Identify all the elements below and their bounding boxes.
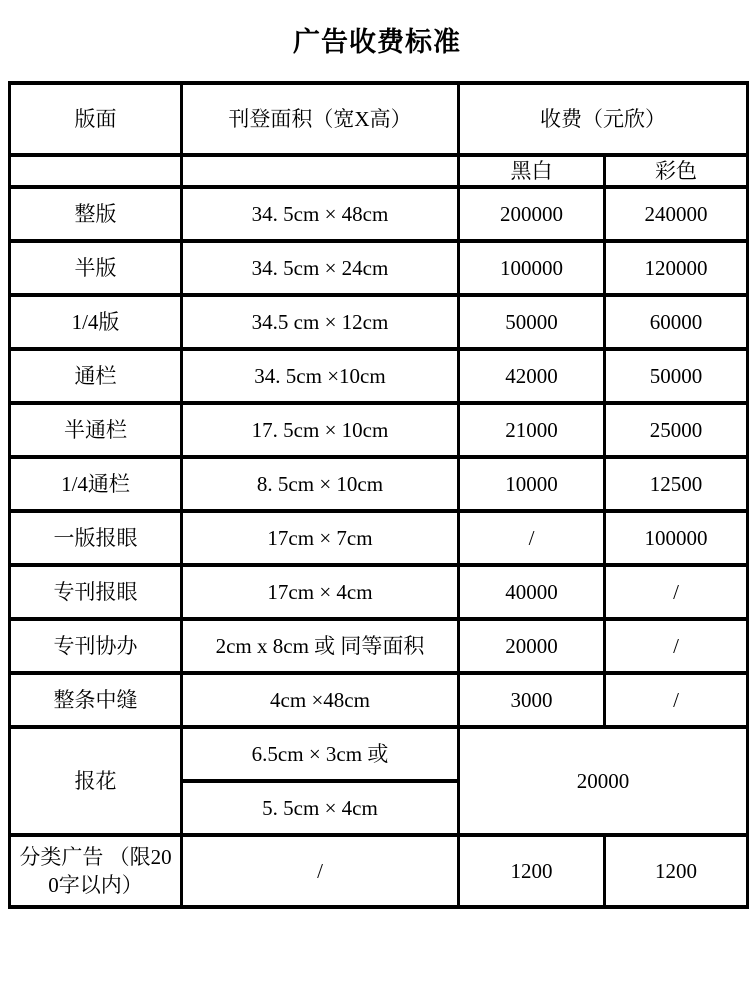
row-fee-color: 100000 [605,511,748,565]
row-fee-color: / [605,565,748,619]
row-size: 17cm × 4cm [182,565,459,619]
table-body-section [10,187,748,727]
row-size: 8. 5cm × 10cm [182,457,459,511]
row-size: 17cm × 7cm [182,511,459,565]
row-size: 34.5 cm × 12cm [182,295,459,349]
row-fee-bw-classified: 1200 [459,835,605,907]
row-size: 4cm ×48cm [182,673,459,727]
row-fee-merged: 20000 [459,727,748,835]
table-row [10,187,748,241]
row-size: 34. 5cm ×10cm [182,349,459,403]
row-fee-color: 25000 [605,403,748,457]
row-label: 半通栏 [10,403,182,457]
row-label: 1/4通栏 [10,457,182,511]
row-fee-bw: 100000 [459,241,605,295]
row-size-option-2: 5. 5cm × 4cm [182,781,459,835]
row-label: 1/4版 [10,295,182,349]
table-row [10,457,748,511]
row-label: 半版 [10,241,182,295]
row-fee-bw: 50000 [459,295,605,349]
row-fee-color: 50000 [605,349,748,403]
header-cell-area: 刊登面积（宽X高） [182,83,459,155]
table-row-baohua-1 [10,727,748,781]
row-fee-color: / [605,673,748,727]
table-row [10,673,748,727]
row-size: 2cm x 8cm 或 同等面积 [182,619,459,673]
row-label: 一版报眼 [10,511,182,565]
row-size: 34. 5cm × 48cm [182,187,459,241]
table-row [10,619,748,673]
row-label: 专刊报眼 [10,565,182,619]
table-header-section [10,83,748,187]
subheader-cell-empty-area [182,155,459,187]
row-fee-bw: 40000 [459,565,605,619]
table-header-row [10,83,748,155]
row-label-baohua: 报花 [10,727,182,835]
row-fee-color: 240000 [605,187,748,241]
table-subheader-row [10,155,748,187]
row-size-option-1: 6.5cm × 3cm 或 [182,727,459,781]
table-row [10,511,748,565]
row-fee-color: 12500 [605,457,748,511]
row-fee-bw: / [459,511,605,565]
row-label-classified: 分类广告 （限200字以内） [10,835,182,907]
row-size-classified: / [182,835,459,907]
header-cell-fee: 收费（元欣） [459,83,748,155]
subheader-cell-color: 彩色 [605,155,748,187]
header-cell-layout: 版面 [10,83,182,155]
row-label: 整版 [10,187,182,241]
subheader-cell-bw: 黑白 [459,155,605,187]
row-fee-color: / [605,619,748,673]
row-fee-bw: 20000 [459,619,605,673]
table-row-classified [10,835,748,907]
row-fee-color-classified: 1200 [605,835,748,907]
ad-fee-table [8,81,749,909]
table-row [10,295,748,349]
table-row [10,403,748,457]
row-fee-bw: 42000 [459,349,605,403]
row-fee-bw: 200000 [459,187,605,241]
table-row [10,241,748,295]
row-label: 通栏 [10,349,182,403]
subheader-cell-empty-layout [10,155,182,187]
row-fee-bw: 10000 [459,457,605,511]
row-fee-bw: 3000 [459,673,605,727]
row-size: 17. 5cm × 10cm [182,403,459,457]
row-fee-bw: 21000 [459,403,605,457]
row-fee-color: 60000 [605,295,748,349]
page-title: 广告收费标准 [293,27,461,57]
table-row [10,349,748,403]
row-fee-color: 120000 [605,241,748,295]
row-size: 34. 5cm × 24cm [182,241,459,295]
table-row [10,565,748,619]
row-label: 整条中缝 [10,673,182,727]
table-special-section [10,727,748,907]
row-label: 专刊协办 [10,619,182,673]
